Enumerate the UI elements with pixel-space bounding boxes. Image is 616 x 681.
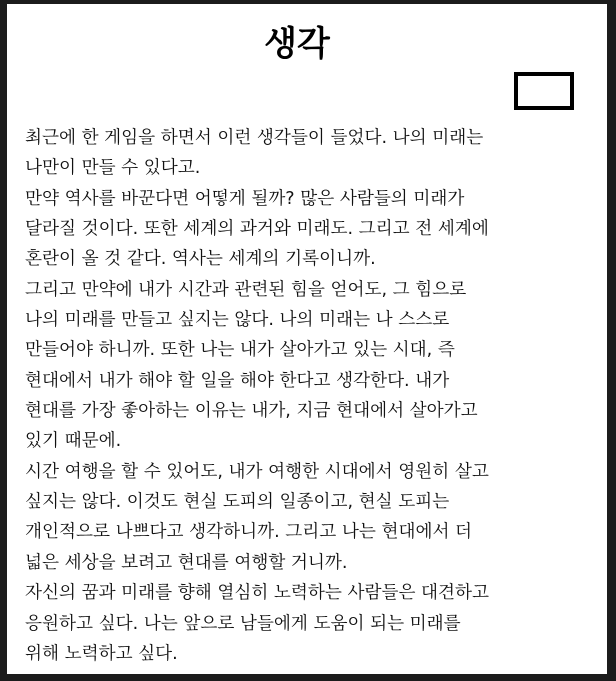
blank-box xyxy=(514,72,574,110)
text-line: 현대에서 내가 해야 할 일을 해야 한다고 생각한다. 내가 xyxy=(25,370,450,391)
text-line: 싶지는 않다. 이것도 현실 도피의 일종이고, 현실 도피는 xyxy=(25,492,450,513)
document-page xyxy=(7,4,607,674)
body-text xyxy=(25,123,600,669)
text-line: 있기 때문에. xyxy=(25,431,122,452)
text-line: 달라질 것이다. 또한 세계의 과거와 미래도. 그리고 전 세계에 xyxy=(25,219,489,240)
text-line: 자신의 꿈과 미래를 향해 열심히 노력하는 사람들은 대견하고 xyxy=(25,583,490,604)
text-line: 최근에 한 게임을 하면서 이런 생각들이 들었다. 나의 미래는 xyxy=(25,128,484,148)
text-line: 시간 여행을 할 수 있어도, 내가 여행한 시대에서 영원히 살고 xyxy=(25,461,489,482)
text-line: 응원하고 싶다. 나는 앞으로 남들에게 도움이 되는 미래를 xyxy=(25,613,461,634)
text-line: 개인적으로 나쁘다고 생각하니까. 그리고 나는 현대에서 더 xyxy=(25,522,473,543)
text-line: 나만이 만들 수 있다고. xyxy=(25,158,201,179)
document-title: 생각 xyxy=(264,24,330,64)
text-line: 나의 미래를 만들고 싶지는 않다. 나의 미래는 나 스스로 xyxy=(25,310,450,331)
text-line: 혼란이 올 것 같다. 역사는 세계의 기록이니까. xyxy=(25,249,376,270)
text-line: 만약 역사를 바꾼다면 어떻게 될까? 많은 사람들의 미래가 xyxy=(25,188,465,209)
text-line: 현대를 가장 좋아하는 이유는 내가, 지금 현대에서 살아가고 xyxy=(25,401,478,422)
text-line: 그리고 만약에 내가 시간과 관련된 힘을 얻어도, 그 힘으로 xyxy=(25,279,467,300)
text-line: 위해 노력하고 싶다. xyxy=(25,643,178,664)
text-line: 넓은 세상을 보려고 현대를 여행할 거니까. xyxy=(25,552,348,573)
text-line: 만들어야 하니까. 또한 나는 내가 살아가고 있는 시대, 즉 xyxy=(25,340,455,361)
